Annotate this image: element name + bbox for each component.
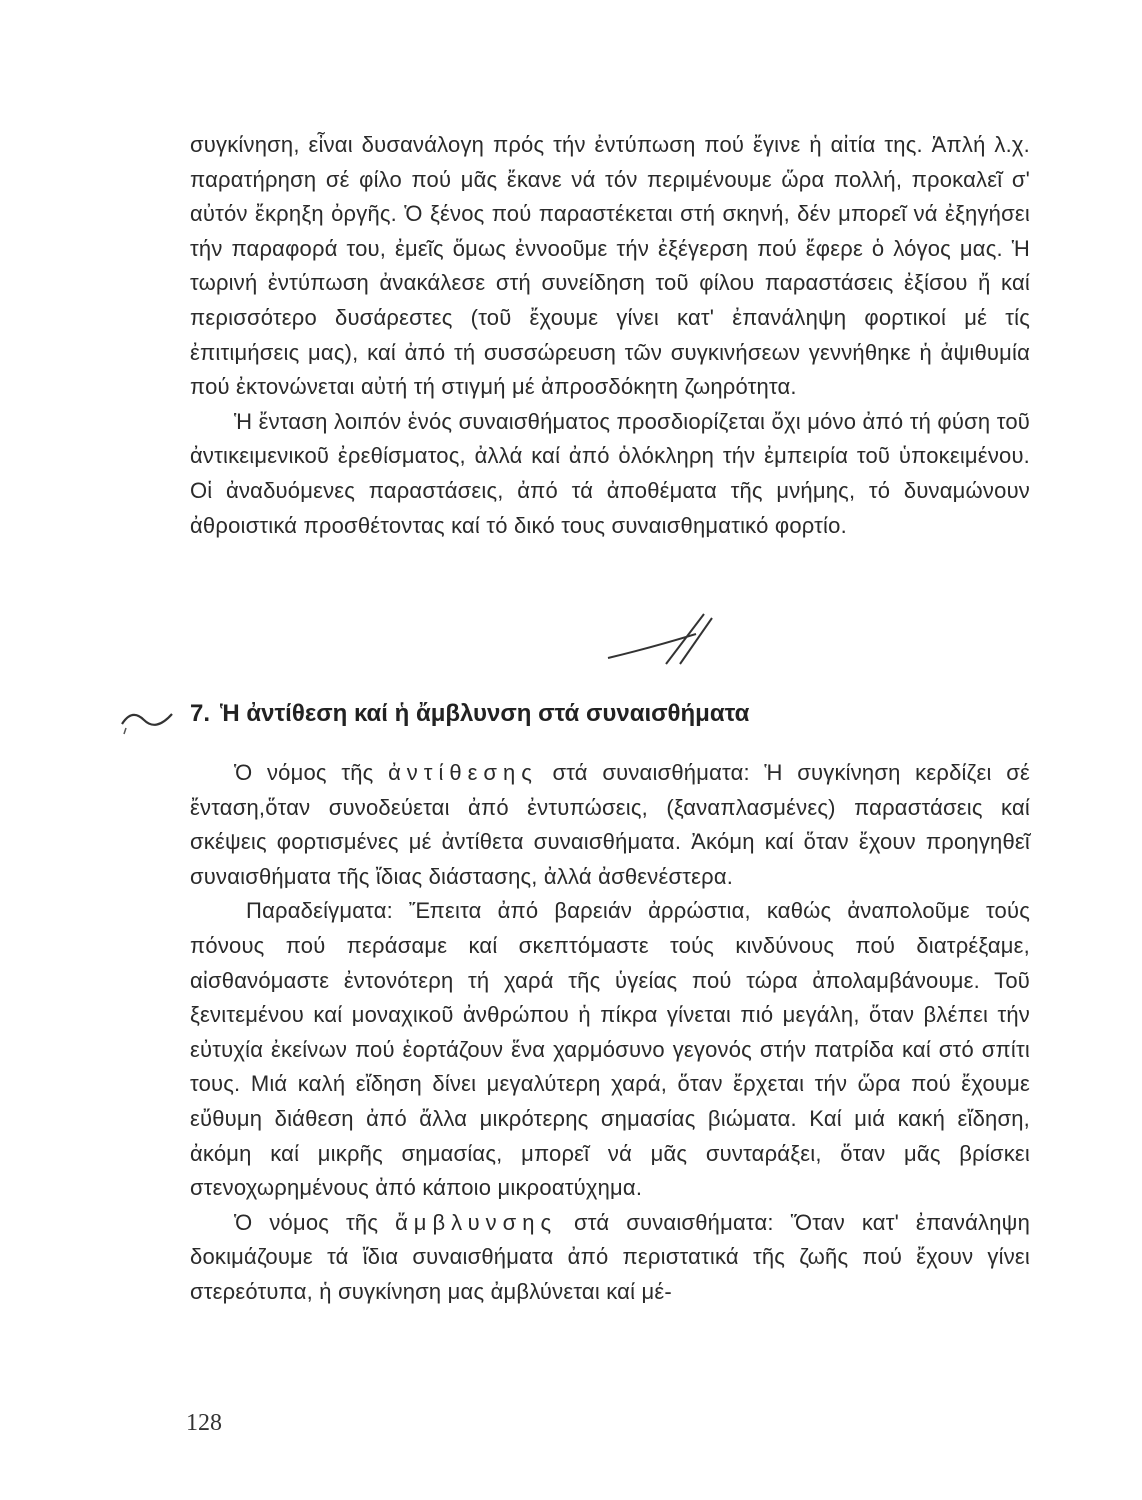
law-dulling-term: ἄμβλυνσης [395,1209,558,1235]
law-contrast-text: στά συναισθήματα: Ἡ συγκίνηση κερδίζει σέ ἔνταση,ὅταν συνοδεύεται ἀπό ἐντυπώσεις, (ξαναπλασμένες) παραστάσεις καί σκέψεις φορτισμένες μέ ἀντίθετα συναισθήματα. Ἀκόμη καί ὅταν ἔχουν προηγηθεῖ συναισθήματα τῆς ἴδιας διάστασης, ἀλλά ἀσθενέστερα. [190,760,1031,889]
page-number: 128 [186,1410,222,1436]
examples-paragraph: Παραδείγματα: Ἔπειτα ἀπό βαρειάν ἀρρώστια, καθώς ἀναπολοῦμε τούς πόνους πού περάσαμε καί σκεπτόμαστε τούς κινδύνους πού διατρέξαμε, αἰσθανόμαστε ἐντονότερη τή χαρά τῆς ὑγείας πού τώρα ἀπολαμβάνουμε. Τοῦ ξενιτεμένου καί μοναχικοῦ ἀνθρώπου ἡ πίκρα γίνεται πιό μεγάλη, ὅταν βλέπει τήν εὐτυχία ἐκείνων πού ἑορτάζουν ἕνα χαρμόσυνο γεγονός στήν πατρίδα καί στό σπίτι τους. Μιά καλή εἴδηση δίνει μεγαλύτερη χαρά, ὅταν ἔρχεται τήν ὥρα πού ἔχουμε εὔθυμη διάθεση ἀπό ἄλλα μικρότερης σημασίας βιώματα. Καί μιά κακή εἴδηση, ἀκόμη καί μικρῆς σημασίας, μπορεῖ νά μᾶς συνταράξει, ὅταν μᾶς βρίσκει στενοχωρημένους ἀπό κάποιο μικροατύχημα. [190,898,1030,1201]
handwritten-tilde-icon [118,700,178,736]
top-text-block [190,128,1030,543]
law-contrast-paragraph [190,756,1030,894]
section-heading [190,696,1030,732]
section-title: Ἡ ἀντίθεση καί ἡ ἄμβλυνση στά συναισθήματα [220,700,750,727]
law-contrast-term: ἀντίθεσης [388,760,538,785]
paragraph-1: συγκίνηση, εἶναι δυσανάλογη πρός τήν ἐντύπωση πού ἔγινε ἡ αἰτία της. Ἁπλή λ.χ. παρατήρηση σέ φίλο πού μᾶς ἔκανε νά τόν περιμένουμε ὥρα πολλή, προκαλεῖ σ' αὐτόν ἔκρηξη ὀργῆς. Ὁ ξένος πού παραστέκεται στή σκηνή, δέν μπορεῖ νά ἐξηγήσει τήν παραφορά του, ἐμεῖς ὅμως ἐννοοῦμε τήν ἐξέγερση πού ἔφερε ὁ λόγος μας. Ἡ τωρινή ἐντύπωση ἀνακάλεσε στή συνείδηση τοῦ φίλου παραστάσεις ἐξίσου ἤ καί περισσότερο δυσάρεστες (τοῦ ἔχουμε γίνει κατ' ἐπανάληψη φορτικοί μέ τίς ἐπιτιμήσεις μας), καί ἀπό τή συσσώρευση τῶν συγκινήσεων γεννήθηκε ἡ ἀψιθυμία πού ἐκτονώνεται αὐτή τή στιγμή μέ ἀπροσδόκητη ζωηρότητα. [190,132,1030,400]
section-number: 7. [190,700,211,727]
law-contrast-intro: Ὁ νόμος τῆς [234,760,374,785]
law-dulling-intro: Ὁ νόμος τῆς [234,1209,379,1235]
handwritten-slash-icon [600,608,720,668]
law-dulling-paragraph [190,1206,1030,1310]
paragraph-2: Ἡ ἔνταση λοιπόν ἑνός συναισθήματος προσδιορίζεται ὄχι μόνο ἀπό τή φύση τοῦ ἀντικειμενικοῦ ἐρεθίσματος, ἀλλά καί ἀπό ὁλόκληρη τήν ἐμπειρία τοῦ ὑποκειμένου. Οἱ ἀναδυόμενες παραστάσεις, ἀπό τά ἀποθέματα τῆς μνήμης, τό δυναμώνουν ἀθροιστικά προσθέτοντας καί τό δικό τους συναισθηματικό φορτίο. [190,408,1030,538]
law-dulling-text: στά συναισθήματα: Ὅταν κατ' ἐπανάληψη δοκιμάζουμε τά ἴδια συναισθήματα ἀπό περιστατικά τῆς ζωῆς πού ἔχουν γίνει στερεότυπα, ἡ συγκίνηση μας ἀμβλύνεται καί μέ- [190,1209,1031,1304]
section-text-block [190,756,1030,1310]
